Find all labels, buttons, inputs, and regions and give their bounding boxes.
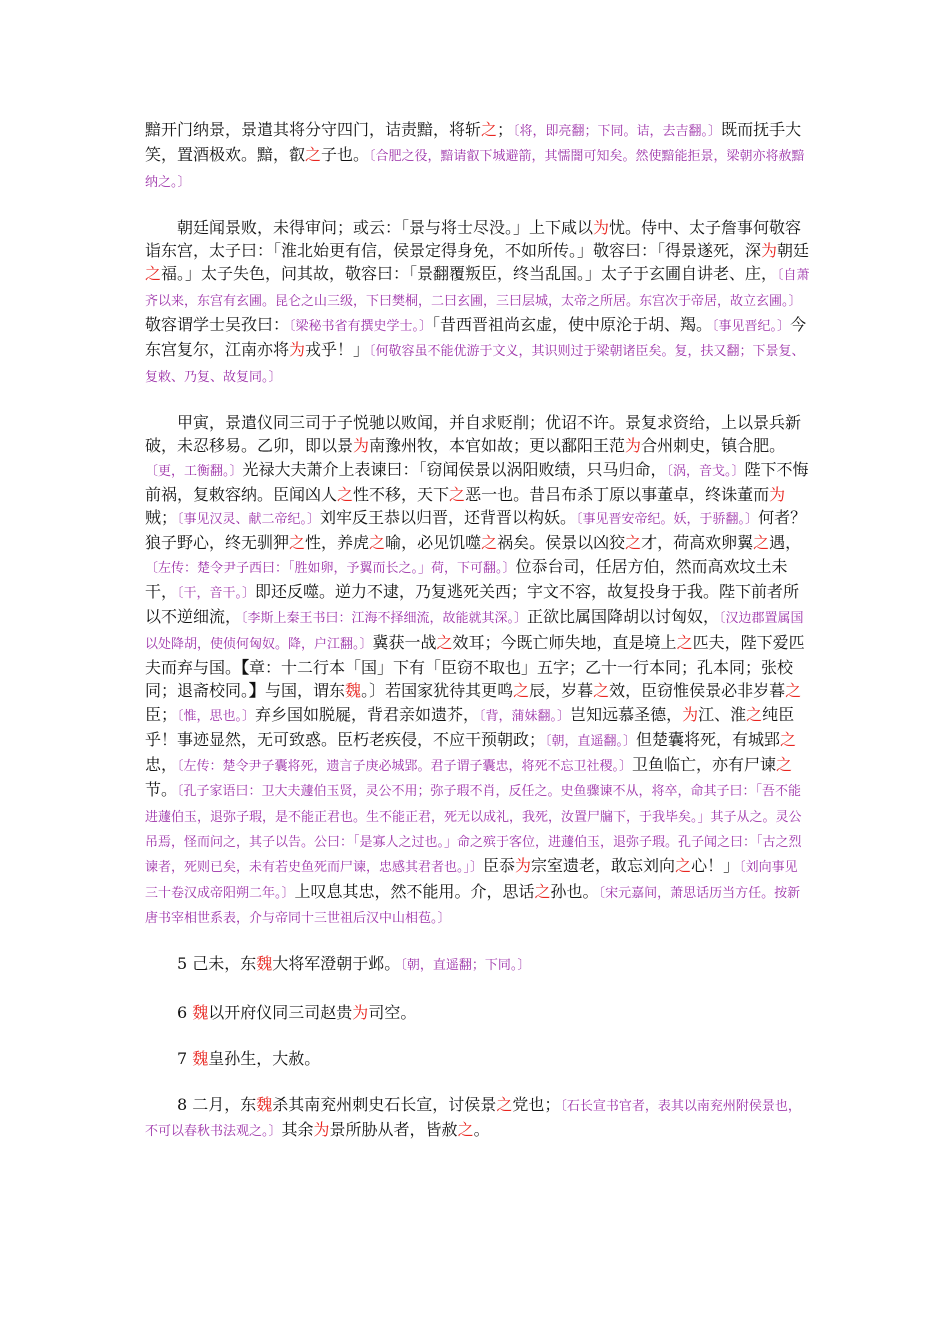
paragraph	[145, 952, 810, 977]
text-run: 朝廷闻景败，未得审问；或云：「景与将士尽没。」上下咸以	[177, 217, 594, 237]
annotation-note: 〔朝，直遥翻。〕	[545, 733, 637, 749]
highlighted-char: 为	[769, 484, 786, 504]
bracket-mark: 【	[241, 657, 250, 677]
text-run: 忠，	[145, 755, 178, 775]
text-run: 南豫州牧，本官如故；更以鄱阳王范	[369, 436, 626, 456]
highlighted-char: 之	[753, 533, 770, 553]
text-run: 位忝台司，任居方伯，然而高欢坟土未干，	[145, 556, 788, 602]
annotation-note: 〔左传：楚令尹子西曰：「胜如卵，予翼而长之。」荷，下可翻。〕	[145, 560, 516, 576]
paragraph	[145, 411, 810, 930]
text-run: 以开府仪同三司赵贵	[208, 1002, 353, 1022]
paragraph	[145, 1093, 810, 1144]
text-run: 节。	[145, 780, 178, 800]
paragraph	[145, 118, 810, 194]
text-run: 6	[177, 1002, 193, 1022]
highlighted-char: 魏	[192, 1002, 209, 1022]
highlighted-char: 之	[449, 484, 466, 504]
text-run: 恶一也。昔吕布杀丁原以事董卓，终诛董而	[465, 484, 770, 504]
text-run: 纯臣乎！事迹显然，无可致惑。臣朽老疾侵，不应干预朝政；	[145, 704, 795, 749]
annotation-note: 〔背，蒲妹翻。〕	[479, 708, 571, 724]
annotation-note: 〔梁秘书省有撰史学士。〕	[289, 319, 433, 335]
text-run: 喻，必见饥噬	[385, 533, 482, 553]
highlighted-char: 为	[289, 340, 306, 360]
annotation-note: 〔事见汉灵、献二帝纪。〕	[177, 512, 321, 528]
text-run: 性不移，天下	[353, 484, 450, 504]
highlighted-char: 为	[593, 217, 610, 237]
text-run: 遇，	[769, 533, 802, 553]
highlighted-char: 之	[593, 681, 610, 701]
text-run: 今东宫复尔，江南亦将	[145, 315, 807, 360]
annotation-note: 〔事见晋安帝纪。妖，于骄翻。〕	[576, 512, 759, 528]
text-run: 朝廷	[777, 241, 810, 261]
text-run: 杀其南兖州刺史石长宣，讨侯景	[272, 1095, 497, 1115]
highlighted-char: 魏	[345, 681, 362, 701]
text-run: 「昔西晋祖尚玄虚，使中原沦于胡、羯。	[432, 315, 713, 335]
highlighted-char: 为	[353, 436, 370, 456]
text-run: 。	[473, 1120, 490, 1140]
document-body	[145, 118, 810, 1166]
highlighted-char: 之	[145, 264, 162, 284]
highlighted-char: 之	[481, 120, 498, 139]
highlighted-char: 魏	[256, 1095, 273, 1115]
annotation-note: 〔自萧齐以来，东宫有玄圃。昆仑之山三级，下曰樊桐，二曰玄圃，三曰层城，太帝之所居。东宫次于帝居，故立玄圃。〕	[145, 268, 810, 309]
text-run: 匹夫，陛下爱匹夫而弃与国。	[145, 632, 805, 677]
annotation-note: 〔宋元嘉间，萧思话历当方任。按新唐书宰相世系表，介与帝同十三世祖后汉中山相苞。〕	[145, 885, 801, 926]
text-run: 效，臣窃惟侯景必非岁暮	[609, 681, 786, 701]
highlighted-char: 之	[337, 484, 354, 504]
text-run: 甲寅，景遣仪同三司于子悦驰以败闻，并自求贬削；优诏不许。景复求资给，上以景兵新破，未忍移易。乙卯，即以景	[145, 412, 802, 456]
text-run: 即还反噬。逆力不逮，乃复逃死关西；宇文不容，故复投身于我。陛下前者所以不逆细流，	[145, 582, 800, 627]
annotation-note: 〔将，即亮翻；下同。诘，去吉翻。〕	[513, 124, 722, 139]
highlighted-char: 之	[534, 881, 551, 901]
text-run: 冀获一战	[372, 632, 437, 652]
highlighted-char: 之	[780, 729, 797, 749]
text-run: 效耳；今既亡师失地，直是境上	[452, 632, 677, 652]
text-run: 7	[177, 1048, 193, 1068]
annotation-note: 〔刘向事见三十卷汉成帝阳朔二年。〕	[145, 860, 798, 901]
highlighted-char: 为	[352, 1002, 369, 1022]
text-run: 臣忝	[483, 856, 516, 876]
highlighted-char: 魏	[256, 954, 273, 974]
text-run: 但楚囊将死，有城郢	[636, 729, 781, 749]
text-run: 性，养虎	[305, 533, 370, 553]
highlighted-char: 为	[625, 436, 642, 456]
annotation-note: 〔左传：楚令尹子囊将死，遗言子庚必城郢。君子谓子囊忠，将死不忘卫社稷。〕	[177, 759, 633, 775]
highlighted-char: 之	[625, 533, 642, 553]
text-run: 贼；	[145, 508, 178, 528]
text-run: 其余	[281, 1120, 314, 1140]
annotation-note: 〔涡，音戈。〕	[666, 463, 745, 479]
bracket-mark: 】	[249, 681, 266, 701]
paragraph	[145, 216, 810, 389]
text-run: 忧。侍中、太子詹事何敬容诣东宫，太子曰：「淮北始更有信，侯景定得身免，不如所传。」敬容曰：「得景遂死，深	[145, 217, 802, 261]
highlighted-char: 为	[682, 704, 699, 724]
annotation-note: 〔孔子家语曰：卫大夫蘧伯玉贤，灵公不用；弥子瑕不肖，反任之。史鱼骤谏不从，将卒，命其子曰：「吾不能进蘧伯玉，退弥子瑕，是不能正君也。生不能正君，死无以成礼，我死，汝置尸牖下，于我毕矣。」其子从之。灵公吊焉，怪而问之，其子以告。公曰：「是寡人之过也。」命之殡于客位，进蘧伯玉，退弥子瑕。孔子闻之曰：「古之烈谏者，死则已矣，未有若史鱼死而尸谏，忠感其君者也。」〕	[145, 784, 802, 876]
text-run: 5 己未，东	[177, 954, 257, 974]
annotation-note: 〔朝，直遥翻；下同。〕	[400, 958, 531, 974]
text-run: 正欲比属国降胡以讨匈奴，	[527, 607, 720, 627]
highlighted-char: 之	[457, 1120, 474, 1140]
highlighted-char: 魏	[192, 1048, 209, 1068]
annotation-note: 〔何敬容虽不能优游于文义，其识则过于梁朝诸臣矣。复，扶又翻；下景复、复敕、乃复、故复同。〕	[145, 344, 805, 385]
text-run: 敬容谓学士吴孜曰：	[145, 315, 290, 335]
text-run: 岂知远慕圣德，	[570, 704, 683, 724]
paragraph	[145, 1001, 810, 1024]
text-run: 司空。	[368, 1002, 417, 1022]
highlighted-char: 之	[496, 1095, 513, 1115]
annotation-note: 〔石长宣书官者，表其以南兖州附侯景也，不可以春秋书法观之。〕	[145, 1099, 801, 1140]
annotation-note: 〔汉边郡置属国以处降胡，使侦何匈奴。降，户江翻。〕	[145, 611, 804, 652]
highlighted-char: 之	[785, 681, 802, 701]
text-run: 合州刺史，镇合肥。	[641, 436, 786, 456]
text-run: 章：十二行本「国」下有「臣窃不取也」五字；乙十一行本同；孔本同；张校同；退斋校同。	[145, 657, 794, 701]
annotation-note: 〔李斯上秦王书曰：江海不择细流，故能就其深。〕	[241, 611, 528, 627]
text-run: 陛下不悔前祸，复敕容纳。臣闻凶人	[145, 459, 809, 504]
highlighted-char: 为	[515, 856, 532, 876]
highlighted-char: 之	[676, 632, 693, 652]
highlighted-char: 之	[369, 533, 386, 553]
highlighted-char: 之	[436, 632, 453, 652]
text-run: 弃乡国如脱屣，背君亲如遗芥，	[255, 704, 480, 724]
text-run: 心！」	[691, 856, 740, 876]
highlighted-char: 为	[761, 241, 778, 261]
highlighted-char: 之	[305, 145, 322, 165]
annotation-note: 〔干，音干。〕	[177, 586, 256, 602]
paragraph	[145, 1047, 810, 1070]
text-run: 何者？狼子野心，终无驯狎	[145, 508, 807, 553]
text-run: 光禄大夫萧介上表谏曰：「窃闻侯景以涡阳败绩，只马归命，	[242, 459, 667, 479]
text-run: 子也。	[321, 145, 370, 165]
annotation-note: 〔事见晋纪。〕	[712, 319, 791, 335]
text-run: 与国，谓东	[265, 681, 346, 701]
text-run: 孙也。	[550, 881, 599, 901]
highlighted-char: 之	[746, 704, 763, 724]
text-run: 皇孙生，大赦。	[208, 1048, 321, 1068]
text-run: 党也；	[512, 1095, 561, 1115]
text-run: 刘牢反王恭以归晋，还背晋以构妖。	[320, 508, 577, 528]
text-run: 祸矣。侯景以凶狡	[497, 533, 626, 553]
text-run: 才，荷高欢卵翼	[641, 533, 754, 553]
text-run: 。〕若国家犹待其更鸣	[361, 681, 514, 701]
text-run: 既而抚手大笑，置酒极欢。黯，叡	[145, 120, 802, 165]
annotation-note: 〔惟，思也。〕	[177, 708, 256, 724]
text-run: 戎乎！」	[305, 340, 370, 360]
highlighted-char: 之	[675, 856, 692, 876]
text-run: 黯开门纳景，景遣其将分守四门，诘责黯，将斩	[145, 120, 482, 139]
highlighted-char: 为	[313, 1120, 330, 1140]
annotation-note: 〔合肥之役，黯请叡下城避箭，其懦闇可知矣。然使黯能拒景，梁朝亦将赦黯纳之。〕	[145, 149, 805, 190]
highlighted-char: 之	[776, 755, 793, 775]
text-run: ；	[497, 120, 514, 139]
highlighted-char: 之	[289, 533, 306, 553]
annotation-note: 〔更，工衡翻。〕	[145, 463, 243, 479]
text-run: 福。」太子失色，问其故，敬容曰：「景翻覆叛臣，终当乱国。」太子于玄圃自讲老、庄，	[161, 264, 778, 284]
text-run: 景所胁从者，皆赦	[329, 1120, 458, 1140]
text-run: 8 二月，东	[177, 1095, 257, 1115]
text-run: 上叹息其忠，然不能用。介，思话	[294, 881, 535, 901]
text-run: 卫鱼临亡，亦有尸谏	[632, 755, 777, 775]
text-run: 大将军澄朝于邺。	[272, 954, 401, 974]
text-run: 宗室遗老，敢忘刘向	[531, 856, 676, 876]
text-run: 辰，岁暮	[529, 681, 594, 701]
highlighted-char: 之	[513, 681, 530, 701]
highlighted-char: 之	[481, 533, 498, 553]
text-run: 江、淮	[698, 704, 747, 724]
text-run: 臣；	[145, 704, 178, 724]
